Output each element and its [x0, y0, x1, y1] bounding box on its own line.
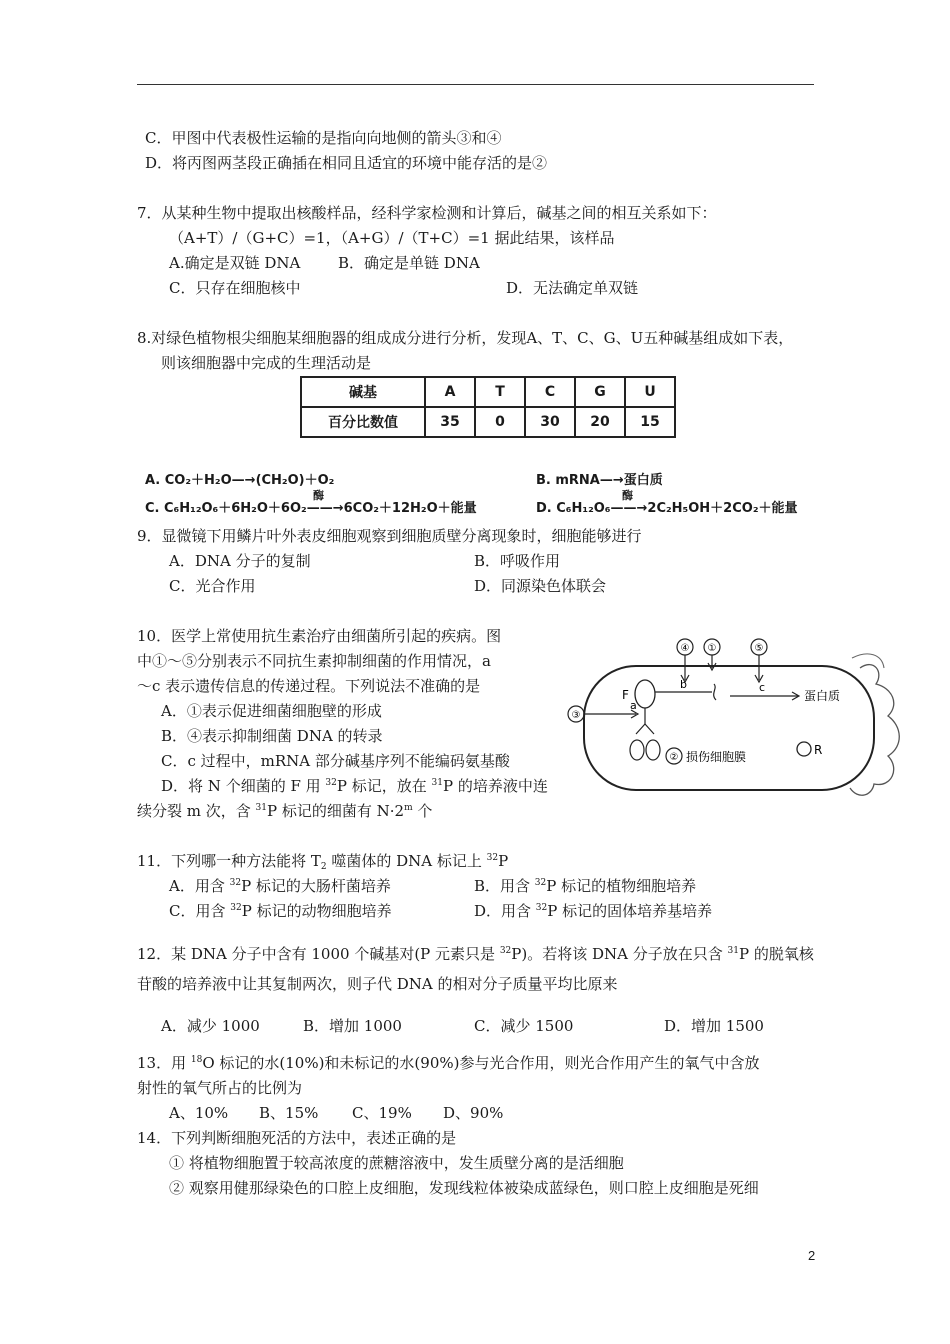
table-header-cell: C — [525, 377, 575, 407]
table-cell: 15 — [625, 407, 675, 437]
q9-option-a: A．DNA 分子的复制 — [169, 552, 311, 570]
q8-enzyme-label-d: 酶 — [622, 489, 633, 502]
q11-option-c: C．用含 $^{32}$P 标记的动物细胞培养 — [169, 902, 392, 920]
q7-option-c: C．只存在细胞核中 — [169, 279, 301, 297]
q12-stem-1: 12．某 DNA 分子中含有 1000 个碱基对(P 元素只是 $^{32}$P)。若将该 DNA 分子放在只含 $^{31}$P 的脱氧核 — [137, 945, 814, 963]
marker-2-label: ② — [669, 752, 679, 763]
q8-stem-2: 则该细胞器中完成的生理活动是 — [161, 354, 372, 372]
marker-5-label: ⑤ — [754, 643, 764, 654]
q9-stem: 9．显微镜下用鳞片叶外表皮细胞观察到细胞质壁分离现象时，细胞能够进行 — [137, 527, 642, 545]
q14-stem: 14．下列判断细胞死活的方法中，表述正确的是 — [137, 1129, 457, 1147]
q10-option-d-line2: 续分裂 m 次，含 $^{31}$P 标记的细菌有 $N\cdot 2^m$ 个 — [137, 802, 433, 820]
q9-option-d: D．同源染色体联会 — [474, 577, 607, 595]
q12-option-c: C．减少 1500 — [474, 1017, 574, 1035]
q14-statement-2: ② 观察用健那绿染色的口腔上皮细胞，发现线粒体被染成蓝绿色，则口腔上皮细胞是死细 — [169, 1179, 759, 1197]
q6-option-c: C．甲图中代表极性运输的是指向向地侧的箭头③和④ — [145, 129, 502, 147]
q8-option-b: B. mRNA—→蛋白质 — [536, 473, 663, 488]
q8-option-a: A. CO₂＋H₂O—→(CH₂O)＋O₂ — [145, 473, 335, 488]
q11-stem: 11．下列哪一种方法能将 $T_2$ 噬菌体的 DNA 标记上 $^{32}$P — [137, 852, 509, 872]
q10-stem-2: 中①～⑤分别表示不同抗生素抑制细菌的作用情况，a — [137, 652, 491, 670]
q10-stem-1: 10．医学上常使用抗生素治疗由细菌所引起的疾病。图 — [137, 627, 502, 645]
q8-enzyme-label-c: 酶 — [313, 489, 324, 502]
q9-option-b: B．呼吸作用 — [474, 552, 561, 570]
q7-option-a: A.确定是双链 DNA — [169, 254, 301, 272]
label-b: b — [680, 678, 687, 691]
q9-option-c: C．光合作用 — [169, 577, 256, 595]
q12-option-b: B．增加 1000 — [303, 1017, 402, 1035]
table-row — [301, 407, 675, 437]
q13-stem-1: 13．用 $^{18}$O 标记的水(10%)和未标记的水(90%)参与光合作用，则光合作用产生的氧气中含放 — [137, 1054, 760, 1072]
q13-stem-2: 射性的氧气所占的比例为 — [137, 1079, 303, 1097]
table-row — [301, 377, 675, 407]
q13-option-c: C、19% — [352, 1104, 412, 1122]
bacteria-antibiotic-diagram — [562, 628, 910, 808]
table-cell: 20 — [575, 407, 625, 437]
dna-copy-icon — [630, 740, 644, 760]
q7-option-b: B．确定是单链 DNA — [338, 254, 480, 272]
table-header-cell: A — [425, 377, 475, 407]
dna-F-icon — [635, 680, 655, 708]
q6-option-d: D．将丙图两茎段正确插在相同且适宜的环境中能存活的是② — [145, 154, 548, 172]
q13-option-b: B、15% — [259, 1104, 319, 1122]
table-header-cell: U — [625, 377, 675, 407]
fork-arrow-icon — [636, 724, 654, 734]
q11-option-b: B．用含 $^{32}$P 标记的植物细胞培养 — [474, 877, 697, 895]
page-number: 2 — [808, 1248, 816, 1263]
q14-statement-1: ① 将植物细胞置于较高浓度的蔗糖溶液中，发生质壁分离的是活细胞 — [169, 1154, 624, 1172]
q7-stem: 7．从某种生物中提取出核酸样品，经科学家检测和计算后，碱基之间的相互关系如下： — [137, 204, 717, 222]
table-header-cell: G — [575, 377, 625, 407]
q8-option-c: C. C₆H₁₂O₆＋6H₂O＋6O₂——→6CO₂＋12H₂O＋能量 — [145, 501, 477, 516]
base-composition-table — [300, 376, 676, 438]
header-rule — [137, 84, 814, 85]
marker-3-label: ③ — [571, 710, 581, 721]
q12-option-a: A．减少 1000 — [161, 1017, 260, 1035]
q10-option-a: A．①表示促进细菌细胞壁的形成 — [161, 702, 382, 720]
q10-option-b: B．④表示抑制细菌 DNA 的转录 — [161, 727, 383, 745]
q13-option-d: D、90% — [443, 1104, 504, 1122]
label-protein: 蛋白质 — [804, 689, 841, 703]
table-cell: 35 — [425, 407, 475, 437]
q12-stem-2: 苷酸的培养液中让其复制两次，则子代 DNA 的相对分子质量平均比原来 — [137, 975, 618, 993]
label-a: a — [630, 699, 637, 712]
label-c: c — [759, 681, 766, 694]
q10-option-c: C．c 过程中，mRNA 部分碱基序列不能编码氨基酸 — [161, 752, 510, 770]
plasmid-R-icon — [797, 742, 811, 756]
label-F: F — [622, 688, 629, 702]
flagellum-shape — [852, 654, 884, 668]
q8-stem: 8.对绿色植物根尖细胞某细胞器的组成成分进行分析，发现A、T、C、G、U五种碱基组成如下表， — [137, 329, 794, 347]
q13-option-a: A、10% — [169, 1104, 229, 1122]
q10-stem-3: ～c 表示遗传信息的传递过程。下列说法不准确的是 — [137, 677, 481, 695]
q10-option-d-line1: D．将 N 个细菌的 F 用 $^{32}$P 标记，放在 $^{31}$P 的培养液中连 — [161, 777, 548, 795]
q11-option-a: A．用含 $^{32}$P 标记的大肠杆菌培养 — [169, 877, 391, 895]
table-header-cell: T — [475, 377, 525, 407]
q7-option-d: D．无法确定单双链 — [506, 279, 639, 297]
mrna-icon — [714, 684, 716, 700]
table-header-cell: 碱基 — [301, 377, 425, 407]
table-cell: 30 — [525, 407, 575, 437]
q7-stem-formula: （A+T）/（G+C）=1，（A+G）/（T+C）=1 据此结果，该样品 — [169, 229, 615, 247]
q12-option-d: D．增加 1500 — [664, 1017, 764, 1035]
q8-option-d: D. C₆H₁₂O₆——→2C₂H₅OH＋2CO₂＋能量 — [536, 501, 798, 516]
table-cell: 百分比数值 — [301, 407, 425, 437]
table-cell: 0 — [475, 407, 525, 437]
label-R: R — [814, 743, 823, 757]
q11-option-d: D．用含 $^{32}$P 标记的固体培养基培养 — [474, 902, 713, 920]
bacterium-cell — [584, 666, 874, 790]
marker-1-label: ① — [707, 643, 717, 654]
marker-4-label: ④ — [680, 643, 690, 654]
label-damage-membrane: 损伤细胞膜 — [686, 750, 747, 764]
dna-copy-icon — [646, 740, 660, 760]
